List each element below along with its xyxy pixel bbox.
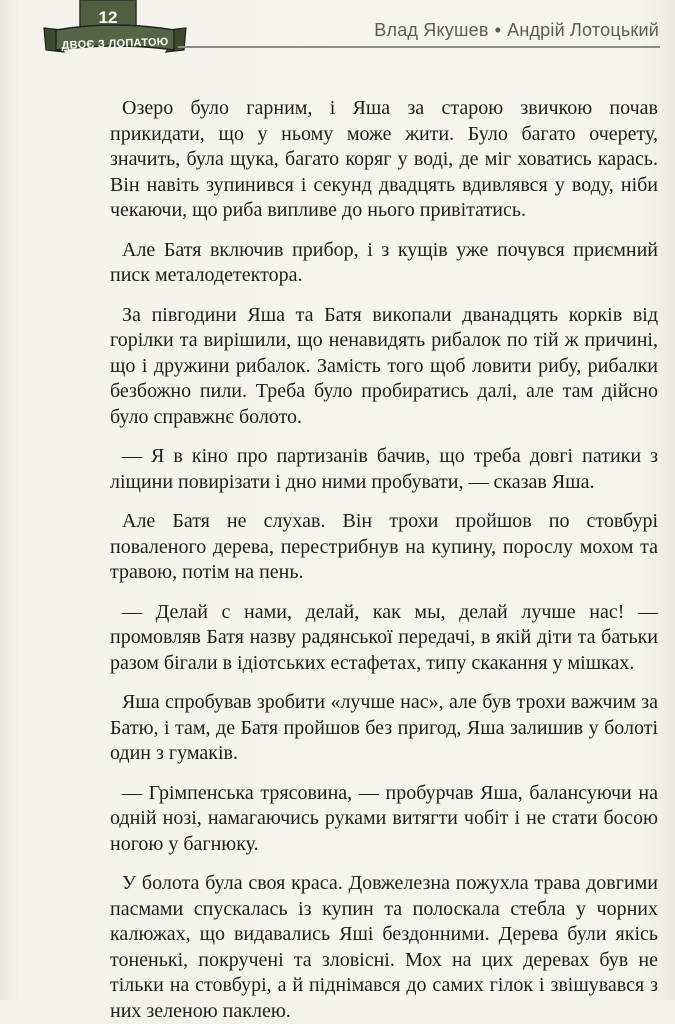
author-name-1: Влад Якушев [374, 20, 489, 40]
paragraph: Але Батя не слухав. Він трохи пройшов по стовбурі поваленого дерева, перестрибнув на купину, порослу мохом та травою, потім на пень. [110, 510, 658, 583]
running-header [374, 20, 659, 41]
author-name-2: Андрій Лотоцький [507, 20, 659, 40]
paragraph: — Грімпенська трясовина, — пробурчав Яша, балансуючи на одній нозі, намагаючись руками витягти чобіт і не стати босою ногою у багнюку. [110, 781, 658, 855]
paragraph: Озеро було гарним, і Яша за старою звичкою почав прикидати, що у ньому може жити. Було багато очерету, значить, була щука, багато коряг у воді, де міг ховатись карась. Він навіть зупинився і секунд двадцять вдивлявся у воду, ніби чекаючи, що риба випливе до нього привітатись. [110, 97, 658, 221]
header-divider [178, 46, 660, 48]
paragraph: — Я в кіно про партизанів бачив, що треба довгі патики з ліщини повирізати і дно ними пробувати, — сказав Яша. [110, 445, 658, 493]
paragraph: У болота була своя краса. Довжелезна пожухла трава довгими пасмами спускалась із купин та полоскала стебла у чорних калюжах, що видавались Яші бездонними. Дерева були якісь тоненькі, покручені та зловісні. Мох на цих деревах був не тільки на стовбурі, а й піднімався до самих гілок і звішувався з них зеленою паклею. [110, 872, 658, 1022]
paragraph: — Делай с нами, делай, как мы, делай лучше нас! — промовляв Батя назву радянської передачі, в якій діти та батьки разом бігали в ідіотських естафетах, типу скакання у мішках. [110, 600, 658, 674]
banner-book-title: ДВОЄ З ЛОПАТОЮ [61, 36, 169, 52]
paragraph: Яша спробував зробити «лучше нас», але був трохи важчим за Батю, і там, де Батя пройшов без пригод, Яша залишив у болоті один з гумаків. [110, 691, 658, 764]
paragraph: За півгодини Яша та Батя викопали дванадцять корків від горілки та вирішили, що ненавидять рибалок по тій ж причині, що і дружини рибалок. Замість того щоб ловити рибу, рибалки безбожно пили. Треба було пробиратись далі, але там дійсно було справжнє болото. [110, 303, 658, 428]
body-text [110, 96, 658, 1024]
header-separator: • [494, 20, 502, 40]
page-number: 12 [98, 8, 118, 27]
paragraph: Але Батя включив прибор, і з кущів уже почувся приємний писк металодетектора. [110, 238, 658, 286]
